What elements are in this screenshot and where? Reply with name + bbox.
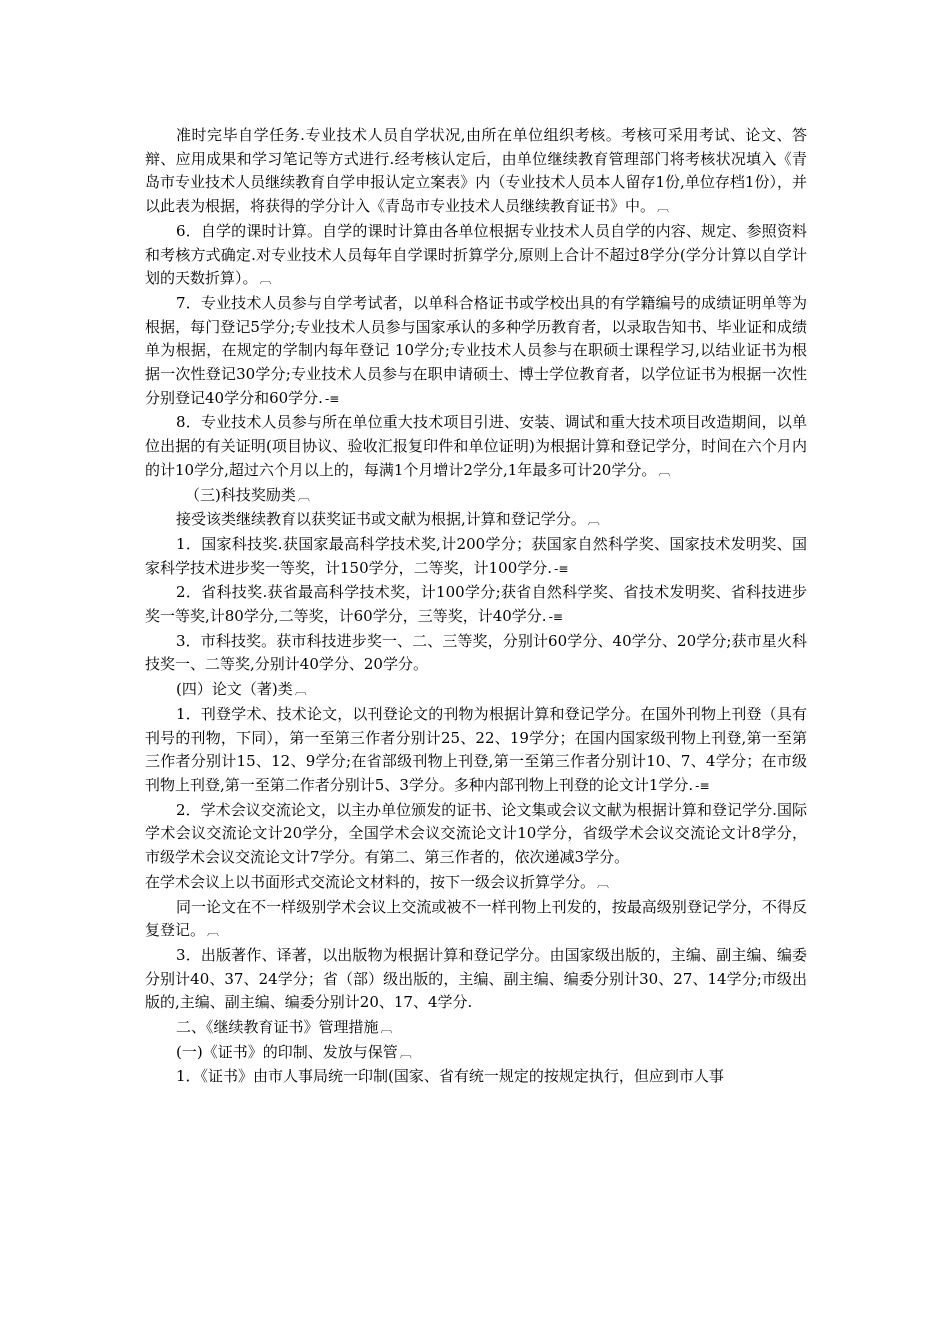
paragraph-self-study-assessment [145,124,807,220]
paragraph-item-7 [145,292,807,412]
paragraph-text: 3．市科技奖。获市科技进步奖一、二、三等奖，分别计60学分、40学分、20学分;获市星火科技奖一、二等奖,分别计40学分、20学分。 [145,631,807,674]
paragraph-text: 准时完毕自学任务.专业技术人员自学状况,由所在单位组织考核。考核可采用考试、论文、答辩、应用成果和学习笔记等方式进行.经考核认定后，由单位继续教育管理部门将考核状况填入《青岛市专业技术人员继续教育自学申报认定立案表》内（专业技术人员本人留存1份,单位存档1份），并以此表为根据，将获得的学分计入《青岛市专业技术人员继续教育证书》中。 [145,126,807,216]
paragraph-text: 3．出版著作、译著，以出版物为根据计算和登记学分。由国家级出版的，主编、副主编、编委分别计40、37、24学分；省（部）级出版的，主编、副主编、编委分别计30、27、14学分;市级出版的,主编、副主编、编委分别计20、17、4学分. [145,945,807,1012]
paragraph-no-duplicate [145,896,807,944]
paragraph-certificate-printing [145,1065,807,1090]
section-heading-certificate [145,1016,807,1041]
paragraph-mark-icon: -≡ [554,561,569,576]
paragraph-text: 接受该类继续教育以获奖证书或文献为根据,计算和登记学分。 [176,510,586,529]
paragraph-mark-icon: ︹ [597,875,610,890]
paragraph-mark-icon: -≡ [324,391,340,406]
paragraph-text: 1．《证书》由市人事局统一印制(国家、省有统一规定的按规定执行，但应到市人事 [176,1067,724,1086]
paragraph-national-award [145,533,807,581]
document-page [145,124,807,1090]
paragraph-text: 1．国家科技奖.获国家最高科学技术奖,计200学分；获国家自然科学奖、国家技术发明奖、国家科学技术进步奖一等奖，计150学分，二等奖，计100学分. [145,534,807,577]
paragraph-mark-icon: ︹ [297,488,310,503]
paragraph-mark-icon: ︹ [207,924,220,939]
paragraph-mark-icon: ︹ [399,1045,412,1060]
paragraph-written-exchange [145,871,807,896]
paragraph-books [145,944,807,1016]
paragraph-mark-icon: -≡ [695,778,710,793]
paragraph-conference-papers [145,799,807,871]
paragraph-mark-icon: ︹ [259,272,272,287]
paragraph-text: 2．省科技奖.获省最高科学技术奖，计100学分;获省自然科学奖、省技术发明奖、省科技进步奖一等奖,计80学分,二等奖，计60学分，三等奖，计40学分. [145,583,807,626]
paragraph-provincial-award [145,581,807,629]
section-heading-printing [145,1041,807,1066]
paragraph-published-papers [145,703,807,799]
paragraph-mark-icon: ︹ [657,200,670,215]
paragraph-mark-icon: -≡ [548,610,563,625]
paragraph-text: 8．专业技术人员参与所在单位重大技术项目引进、安装、调试和重大技术项目改造期间，以单位出据的有关证明(项目协议、验收汇报复印件和单位证明)为根据计算和登记学分，时间在六个月内的计10学分,超过六个月以上的，每满1个月增计2学分,1年最多可计20学分。 [145,413,807,479]
section-heading-awards [145,484,807,509]
paragraph-mark-icon: ︹ [587,513,600,528]
paragraph-text: 在学术会议上以书面形式交流论文材料的，按下一级会议折算学分。 [145,872,596,891]
paragraph-text: 7．专业技术人员参与自学考试者，以单科合格证书或学校出具的有学籍编号的成绩证明单等为根据，每门登记5学分;专业技术人员参与国家承认的多种学历教育者，以录取告知书、毕业证和成绩单为根据，在规定的学制内每年登记 10学分;专业技术人员参与在职硕士课程学习,以结业证书为根据一次性登记30学分;专业技术人员参与在职申请硕士、博士学位教育者，以学位证书为根据一次性分别登记40学分和60学分. [145,293,807,407]
paragraph-text: 2．学术会议交流论文，以主办单位颁发的证书、论文集或会议文献为根据计算和登记学分.国际学术会议交流论文计20学分，全国学术会议交流论文计10学分，省级学术会议交流论文计8学分，市级学术会议交流论文计7学分。有第二、第三作者的，依次递减3学分。 [145,800,807,867]
paragraph-text: 1．刊登学术、技术论文，以刊登论文的刊物为根据计算和登记学分。在国外刊物上刊登（具有刊号的刊物，下同），第一至第三作者分别计25、22、19学分；在国内国家级刊物上刊登,第一至第三作者分别计15、12、9学分;在省部级刊物上刊登,第一至第三作者分别计10、7、4学分；在市级刊物上刊登,第一至第二作者分别计5、3学分。多种内部刊物上刊登的论文计1学分. [145,704,807,794]
paragraph-mark-icon: ︹ [380,1021,393,1036]
paragraph-text: 同一论文在不一样级别学术会议上交流或被不一样刊物上刊发的，按最高级别登记学分，不得反复登记。 [145,897,807,940]
paragraph-item-8 [145,411,807,483]
paragraph-mark-icon: ︹ [294,683,307,698]
paragraph-item-6 [145,220,807,292]
paragraph-text: 6．自学的课时计算。自学的课时计算由各单位根据专业技术人员自学的内容、规定、参照资料和考核方式确定.对专业技术人员每年自学课时折算学分,原则上合计不超过8学分(学分计算以自学计划的天数折算）。 [145,221,807,288]
paragraph-city-award [145,630,807,678]
heading-text: (一)《证书》的印制、发放与保管 [176,1042,398,1061]
section-heading-papers [145,678,807,703]
heading-text: （三)科技奖励类 [185,485,296,504]
paragraph-mark-icon: ︹ [658,463,671,478]
heading-text: 二、《继续教育证书》管理措施 [176,1018,379,1037]
heading-text: (四）论文（著)类 [176,680,293,699]
paragraph-awards-intro [145,508,807,533]
